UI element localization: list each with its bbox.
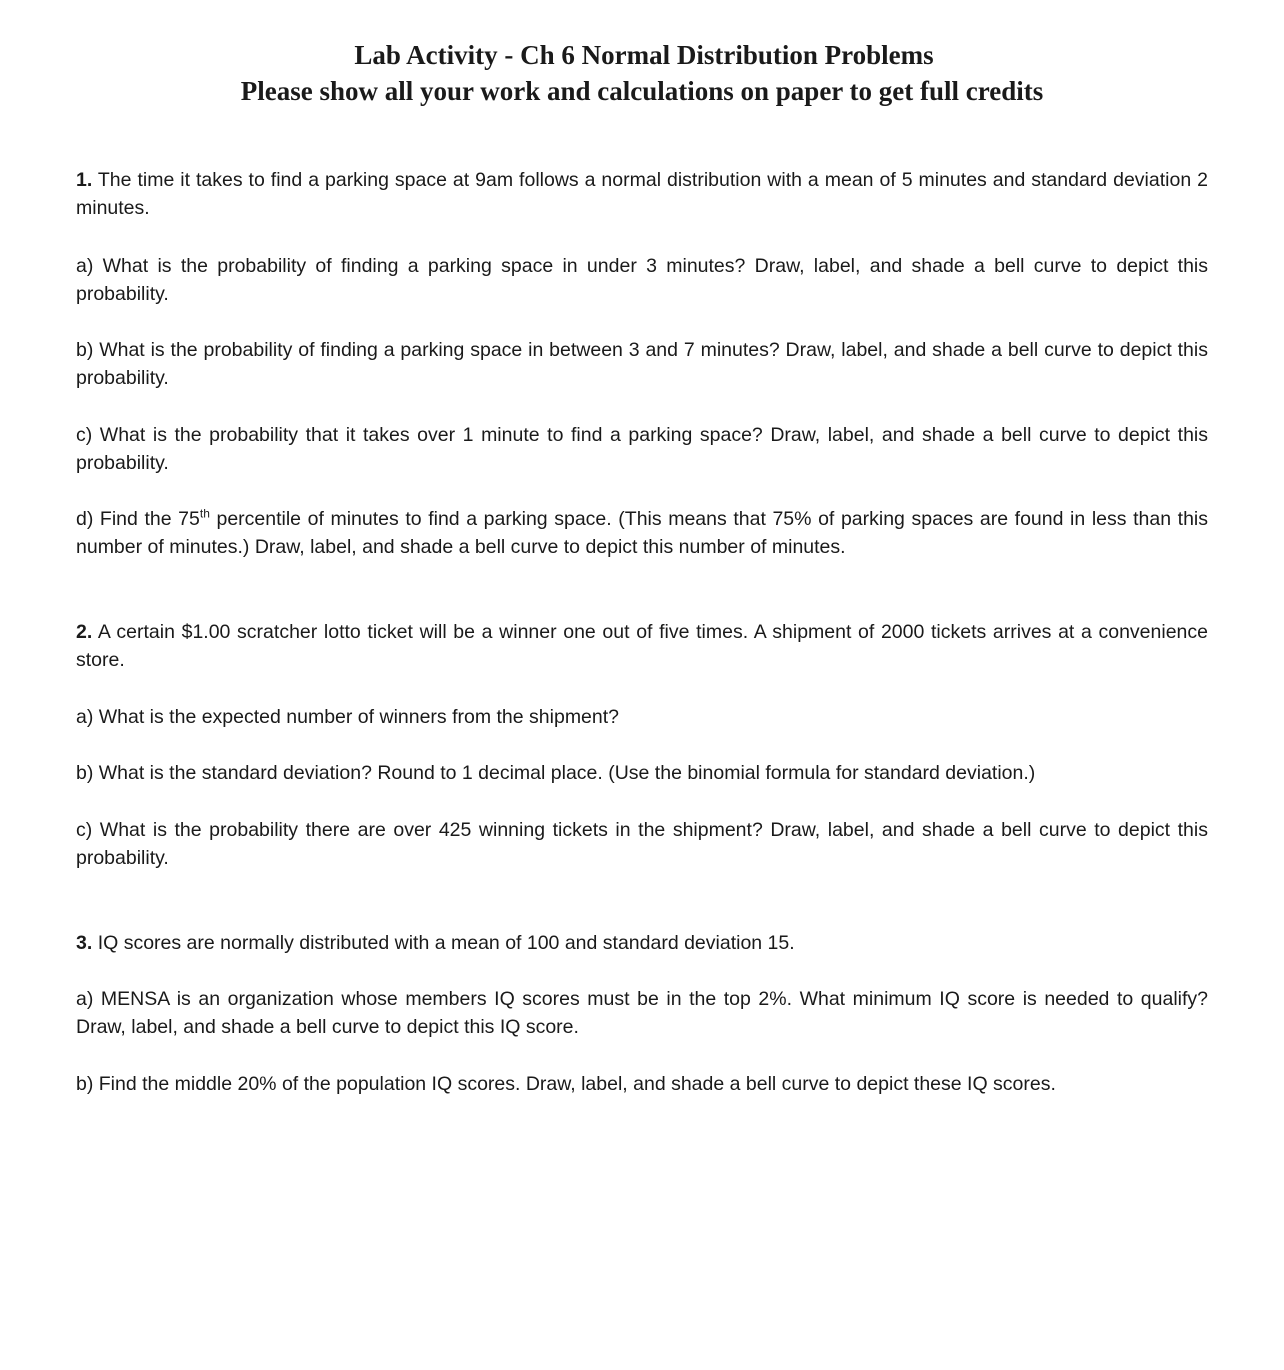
question-1b: b) What is the probability of finding a parking space in between 3 and 7 minutes? Draw, label, and shade a bell curve to depict this probability. xyxy=(76,339,1208,389)
question-1 xyxy=(76,166,1208,222)
question-2 xyxy=(76,618,1208,674)
question-1-text: The time it takes to find a parking space at 9am follows a normal distribution with a mean of 5 minutes and standard deviation 2 minutes. xyxy=(76,169,1208,219)
question-3a: a) MENSA is an organization whose members IQ scores must be in the top 2%. What minimum IQ score is needed to qualify? Draw, label, and shade a bell curve to depict this IQ score. xyxy=(76,988,1208,1038)
question-2b: b) What is the standard deviation? Round to 1 decimal place. (Use the binomial formula for standard deviation.) xyxy=(76,762,1036,784)
question-1d-start: d) Find the 75 xyxy=(76,508,200,530)
question-2-number: 2. xyxy=(76,621,93,643)
question-1a: a) What is the probability of finding a parking space in under 3 minutes? Draw, label, and shade a bell curve to depict this probability. xyxy=(76,255,1208,305)
question-1d xyxy=(76,505,1208,561)
question-1d-rest: percentile of minutes to find a parking space. (This means that 75% of parking spaces are found in less than this number of minutes.) Draw, label, and shade a bell curve to depict this number of minutes. xyxy=(76,508,1208,558)
page-title: Lab Activity - Ch 6 Normal Distribution Problems xyxy=(354,40,934,70)
question-1-number: 1. xyxy=(76,169,93,191)
question-3-number: 3. xyxy=(76,932,93,954)
question-3 xyxy=(76,929,1208,957)
question-3b: b) Find the middle 20% of the population IQ scores. Draw, label, and shade a bell curve to depict these IQ scores. xyxy=(76,1073,1056,1095)
question-2-text: A certain $1.00 scratcher lotto ticket will be a winner one out of five times. A shipment of 2000 tickets arrives at a convenience store. xyxy=(76,621,1208,671)
question-2c: c) What is the probability there are over 425 winning tickets in the shipment? Draw, label, and shade a bell curve to depict this probability. xyxy=(76,819,1208,869)
question-1d-ordinal: th xyxy=(199,506,210,521)
question-3-text: IQ scores are normally distributed with a mean of 100 and standard deviation 15. xyxy=(97,932,795,954)
page-subtitle: Please show all your work and calculations on paper to get full credits xyxy=(240,76,1044,106)
question-1c: c) What is the probability that it takes over 1 minute to find a parking space? Draw, label, and shade a bell curve to depict this probability. xyxy=(76,424,1208,474)
question-2a: a) What is the expected number of winners from the shipment? xyxy=(76,706,620,728)
